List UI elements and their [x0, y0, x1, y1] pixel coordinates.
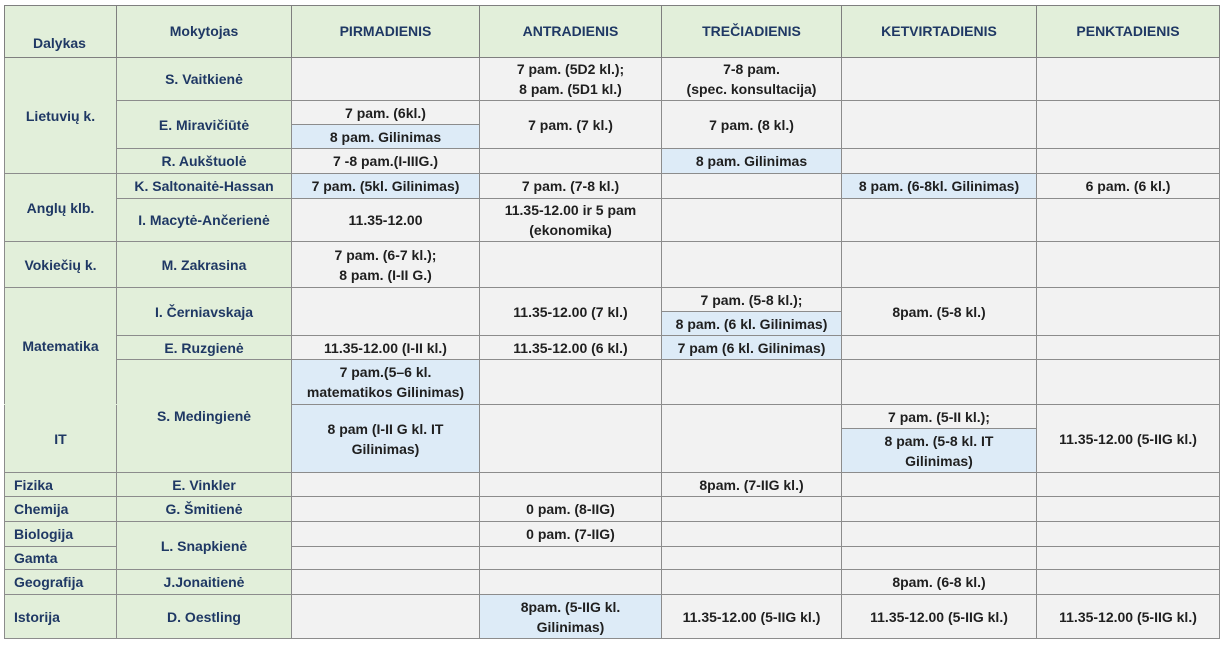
table-row: [5, 174, 1220, 199]
schedule-cell: [480, 405, 662, 473]
cell-line: 7 pam.(5–6 kl.: [339, 364, 432, 380]
schedule-cell: [292, 473, 480, 497]
schedule-cell: [842, 473, 1037, 497]
schedule-cell: [842, 547, 1037, 570]
schedule-cell: [480, 58, 662, 101]
subject-cell: Istorija: [5, 595, 117, 639]
cell-line: Gilinimas): [905, 452, 973, 469]
schedule-cell: [662, 360, 842, 405]
schedule-cell-highlight: [480, 595, 662, 639]
schedule-cell-highlight: 7 pam (6 kl. Gilinimas): [662, 336, 842, 360]
schedule-cell: 8pam. (5-8 kl.): [842, 288, 1037, 336]
schedule-cell: [292, 522, 480, 547]
schedule-cell: 7 -8 pam.(I-IIIG.): [292, 149, 480, 174]
teacher-cell: E. Vinkler: [117, 473, 292, 497]
subject-cell: Lietuvių k.: [5, 58, 117, 174]
schedule-cell: [842, 149, 1037, 174]
table-row: [5, 473, 1220, 497]
table-row: [5, 288, 1220, 312]
schedule-cell: [662, 242, 842, 288]
teacher-cell: S. Medingienė: [117, 360, 292, 473]
schedule-cell: 11.35-12.00 (5-IIG kl.): [662, 595, 842, 639]
schedule-cell: [292, 242, 480, 288]
schedule-cell: [662, 497, 842, 522]
schedule-cell: [1037, 58, 1220, 101]
subject-cell: Biologija: [5, 522, 117, 547]
schedule-cell: [662, 58, 842, 101]
schedule-cell: [1037, 199, 1220, 242]
cell-line: 7 pam. (6-7 kl.);: [334, 246, 437, 263]
schedule-cell: 11.35-12.00 (5-IIG kl.): [1037, 405, 1220, 473]
teacher-cell: E. Ruzgienė: [117, 336, 292, 360]
header-tuesday: ANTRADIENIS: [480, 6, 662, 58]
schedule-cell: [292, 58, 480, 101]
table-row: [5, 522, 1220, 547]
subject-cell: Anglų klb.: [5, 174, 117, 242]
cell-line: Gilinimas): [351, 440, 420, 457]
schedule-cell: [662, 547, 842, 570]
schedule-cell: [480, 473, 662, 497]
schedule-cell-highlight: 8 pam. (6-8kl. Gilinimas): [842, 174, 1037, 199]
schedule-cell: [662, 570, 842, 595]
teacher-cell: I. Macytė-Ančerienė: [117, 199, 292, 242]
table-row: [5, 242, 1220, 288]
subject-cell: Matematika: [5, 288, 117, 405]
schedule-cell: [842, 522, 1037, 547]
schedule-cell: [1037, 497, 1220, 522]
subject-cell: Chemija: [5, 497, 117, 522]
cell-line: 8 pam. (5-8 kl. IT: [884, 432, 994, 449]
cell-line: (spec. konsultacija): [686, 81, 817, 97]
teacher-cell: E. Miravičiūtė: [117, 101, 292, 149]
schedule-cell: 11.35-12.00: [292, 199, 480, 242]
cell-line: 11.35-12.00 ir 5 pam: [504, 202, 637, 218]
schedule-cell: 7 pam. (7-8 kl.): [480, 174, 662, 199]
schedule-cell: [1037, 570, 1220, 595]
schedule-cell-highlight: 8 pam. Gilinimas: [662, 149, 842, 174]
teacher-cell: R. Aukštuolė: [117, 149, 292, 174]
schedule-cell: [1037, 360, 1220, 405]
schedule-cell: [842, 360, 1037, 405]
schedule-cell-highlight: 7 pam. (5kl. Gilinimas): [292, 174, 480, 199]
cell-line: 8 pam. (I-II G.): [339, 266, 432, 283]
teacher-cell: S. Vaitkienė: [117, 58, 292, 101]
schedule-cell: 7 pam. (5-II kl.);: [842, 405, 1037, 429]
subject-cell: Vokiečių k.: [5, 242, 117, 288]
teacher-cell: I. Černiavskaja: [117, 288, 292, 336]
schedule-cell: [662, 522, 842, 547]
header-wednesday: TREČIADIENIS: [662, 6, 842, 58]
schedule-cell: [842, 242, 1037, 288]
schedule-cell: [292, 497, 480, 522]
schedule-cell: 0 pam. (8-IIG): [480, 497, 662, 522]
schedule-cell: [480, 360, 662, 405]
table-row: [5, 149, 1220, 174]
schedule-cell: 8pam. (6-8 kl.): [842, 570, 1037, 595]
teacher-cell: M. Zakrasina: [117, 242, 292, 288]
schedule-cell: [480, 570, 662, 595]
cell-line: (ekonomika): [529, 222, 612, 238]
schedule-cell: [1037, 547, 1220, 570]
schedule-cell-highlight: 8 pam. (6 kl. Gilinimas): [662, 312, 842, 336]
header-friday: PENKTADIENIS: [1037, 6, 1220, 58]
table-row: [5, 336, 1220, 360]
teacher-cell: J.Jonaitienė: [117, 570, 292, 595]
schedule-cell: [842, 58, 1037, 101]
schedule-cell: 11.35-12.00 (7 kl.): [480, 288, 662, 336]
cell-line: 8pam. (5-IIG kl.: [520, 598, 621, 615]
schedule-cell: [480, 547, 662, 570]
schedule-cell: [480, 149, 662, 174]
schedule-cell: 8pam. (7-IIG kl.): [662, 473, 842, 497]
header-thursday: KETVIRTADIENIS: [842, 6, 1037, 58]
schedule-cell: [1037, 473, 1220, 497]
schedule-cell-highlight: [842, 429, 1037, 473]
schedule-cell: 0 pam. (7-IIG): [480, 522, 662, 547]
header-subject: Dalykas: [5, 6, 117, 58]
table-row: [5, 101, 1220, 125]
teacher-cell: K. Saltonaitė-Hassan: [117, 174, 292, 199]
schedule-cell: [292, 595, 480, 639]
schedule-cell: [842, 336, 1037, 360]
table-row: [5, 595, 1220, 639]
schedule-cell: 11.35-12.00 (5-IIG kl.): [842, 595, 1037, 639]
schedule-cell: 6 pam. (6 kl.): [1037, 174, 1220, 199]
schedule-cell: [480, 242, 662, 288]
schedule-cell: [1037, 288, 1220, 336]
schedule-cell: 11.35-12.00 (I-II kl.): [292, 336, 480, 360]
schedule-cell: [662, 405, 842, 473]
schedule-table: [4, 5, 1220, 639]
schedule-cell: [1037, 336, 1220, 360]
cell-line: 8 pam (I-II G kl. IT: [327, 420, 444, 437]
schedule-cell: [1037, 522, 1220, 547]
schedule-cell: [842, 497, 1037, 522]
subject-cell: Fizika: [5, 473, 117, 497]
table-row: [5, 497, 1220, 522]
cell-line: 8 pam. (5D1 kl.): [519, 81, 622, 97]
teacher-cell: L. Snapkienė: [117, 522, 292, 570]
schedule-cell: [842, 199, 1037, 242]
schedule-cell: [292, 547, 480, 570]
cell-line: matematikos Gilinimas): [306, 384, 465, 400]
teacher-cell: D. Oestling: [117, 595, 292, 639]
schedule-cell-highlight: 8 pam. Gilinimas: [292, 125, 480, 149]
subject-cell: IT: [5, 405, 117, 473]
schedule-cell-highlight: [292, 405, 480, 473]
schedule-cell: 7 pam. (6kl.): [292, 101, 480, 125]
table-row: [5, 58, 1220, 101]
subject-cell: Geografija: [5, 570, 117, 595]
header-monday: PIRMADIENIS: [292, 6, 480, 58]
schedule-cell: 7 pam. (5-8 kl.);: [662, 288, 842, 312]
schedule-cell: 11.35-12.00 (5-IIG kl.): [1037, 595, 1220, 639]
teacher-cell: G. Šmitienė: [117, 497, 292, 522]
schedule-cell: [662, 199, 842, 242]
schedule-cell: [1037, 149, 1220, 174]
header-teacher: Mokytojas: [117, 6, 292, 58]
schedule-cell: 7 pam. (7 kl.): [480, 101, 662, 149]
schedule-cell: [842, 101, 1037, 149]
cell-line: 7-8 pam.: [723, 61, 780, 77]
schedule-cell: [1037, 242, 1220, 288]
schedule-cell: [480, 199, 662, 242]
schedule-cell: 11.35-12.00 (6 kl.): [480, 336, 662, 360]
schedule-cell: [292, 288, 480, 336]
cell-line: Gilinimas): [536, 618, 605, 635]
table-row: [5, 199, 1220, 242]
schedule-cell: 7 pam. (8 kl.): [662, 101, 842, 149]
table-row: [5, 360, 1220, 405]
schedule-cell: [662, 174, 842, 199]
subject-cell: Gamta: [5, 547, 117, 570]
cell-line: 7 pam. (5D2 kl.);: [516, 61, 625, 77]
header-row: [5, 6, 1220, 58]
schedule-cell: [292, 570, 480, 595]
schedule-cell: [1037, 101, 1220, 149]
table-row: [5, 570, 1220, 595]
schedule-cell-highlight: [292, 360, 480, 405]
